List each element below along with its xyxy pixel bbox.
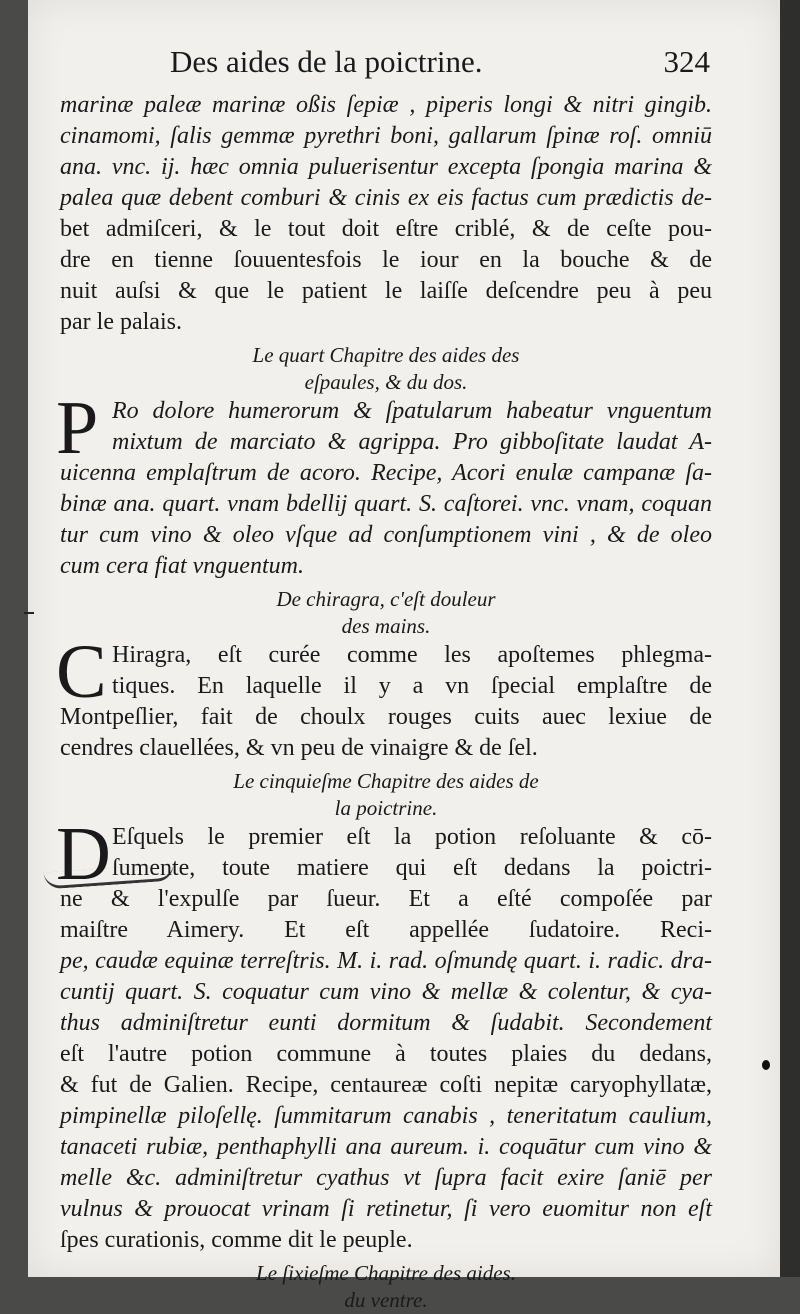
chapter-heading: du ventre.	[344, 1288, 428, 1312]
text-line: palea quæ debent comburi & cinis ex eis factus cum prædictis de-	[60, 185, 712, 211]
drop-cap: P	[56, 386, 99, 470]
text-line: ana. vnc. ij. hæc omnia puluerisentur excepta ſpongia marina &	[60, 154, 712, 180]
ink-spot	[762, 1060, 770, 1070]
text-line: melle &c. adminiſtretur cyathus vt ſupra facit exire ſaniē per	[60, 1165, 712, 1191]
chapter4-paragraph	[56, 386, 712, 582]
section-heading: De chiragra, c'eſt douleur	[276, 587, 496, 611]
text-line: bet admiſceri, & le tout doit eſtre criblé, & de ceſte pou-	[60, 216, 712, 242]
text-line: Eſquels le premier eſt la potion reſoluante & cō-	[112, 824, 712, 850]
text-line: mixtum de marciato & agrippa. Pro gibboſitate laudat A-	[112, 429, 712, 455]
text-line: tanaceti rubiæ, penthaphylli ana aureum. i. coquātur cum vino &	[60, 1134, 712, 1160]
text-line: eſt l'autre potion commune à toutes plaies du dedans,	[60, 1041, 712, 1067]
text-line: & fut de Galien. Recipe, centaureæ coſti nepitæ caryophyllatæ,	[60, 1072, 712, 1098]
text-line: binæ ana. quart. vnam bdellij quart. S. caſtorei. vnc. vnam, coquan	[60, 491, 712, 517]
margin-dash	[24, 612, 34, 614]
drop-cap: C	[56, 630, 107, 714]
page-header	[170, 44, 710, 84]
text-line: uicenna emplaſtrum de acoro. Recipe, Acori enulæ campanæ ſa-	[60, 460, 712, 486]
chiragra-paragraph	[56, 630, 712, 764]
text-line: Ro dolore humerorum & ſpatularum habeatur vnguentum	[112, 398, 712, 424]
chapter-heading: Le ſixieſme Chapitre des aides.	[256, 1261, 516, 1285]
chapter-heading: la poictrine.	[334, 796, 438, 820]
running-title: Des aides de la poictrine.	[170, 44, 483, 79]
text-line: cum cera fiat vnguentum.	[60, 553, 304, 579]
text-line: tiques. En laquelle il y a vn ſpecial emplaſtre de	[112, 673, 712, 699]
drop-cap: D	[56, 812, 111, 896]
text-line: maiſtre Aimery. Et eſt appellée ſudatoire. Reci-	[60, 917, 712, 943]
text-line: pimpinellæ piloſellę. ſummitarum canabis , teneritatum caulium,	[60, 1103, 712, 1129]
text-line: nuit auſsi & que le patient le laiſſe deſcendre peu à peu	[60, 278, 712, 304]
page-body	[56, 90, 712, 1314]
chapter-heading: eſpaules, & du dos.	[304, 370, 468, 394]
chapter5-paragraph	[56, 812, 712, 1256]
text-line: Hiragra, eſt curée comme les apoſtemes phlegma-	[112, 642, 712, 668]
text-line: cinamomi, ſalis gemmæ pyrethri boni, gallarum ſpinæ roſ. omniū	[60, 123, 712, 149]
chapter-heading: Le cinquieſme Chapitre des aides de	[233, 769, 539, 793]
text-line: cendres clauellées, & vn peu de vinaigre & de ſel.	[60, 735, 538, 761]
text-line: tur cum vino & oleo vſque ad conſumptionem vini , & de oleo	[60, 522, 712, 548]
text-line: par le palais.	[60, 309, 182, 335]
text-line: thus adminiſtretur eunti dormitum & ſudabit. Secondement	[60, 1010, 712, 1036]
section-heading: des mains.	[341, 614, 431, 638]
page-edge-shadow	[780, 0, 800, 1277]
text-line: marinæ paleæ marinæ oßis ſepiæ , piperis longi & nitri gingib.	[60, 92, 712, 118]
text-line: pe, caudæ equinæ terreſtris. M. i. rad. oſmundę quart. i. radic. dra-	[60, 948, 712, 974]
chapter-heading: Le quart Chapitre des aides des	[252, 343, 520, 367]
text-line: dre en tienne ſouuentesfois le iour en la bouche & de	[60, 247, 712, 273]
text-line: ſpes curationis, comme dit le peuple.	[60, 1227, 413, 1253]
text-line: ſumente, toute matiere qui eſt dedans la poictri-	[112, 855, 712, 881]
text-line: cuntij quart. S. coquatur cum vino & mellæ & colentur, & cya-	[60, 979, 712, 1005]
text-line: vulnus & prouocat vrinam ſi retinetur, ſi vero euomitur non eſt	[60, 1196, 712, 1222]
page-number: 324	[663, 44, 710, 79]
text-line: ne & l'expulſe par ſueur. Et a eſté compoſée par	[60, 886, 712, 912]
text-line: Montpeſlier, fait de choulx rouges cuits auec lexiue de	[60, 704, 712, 730]
